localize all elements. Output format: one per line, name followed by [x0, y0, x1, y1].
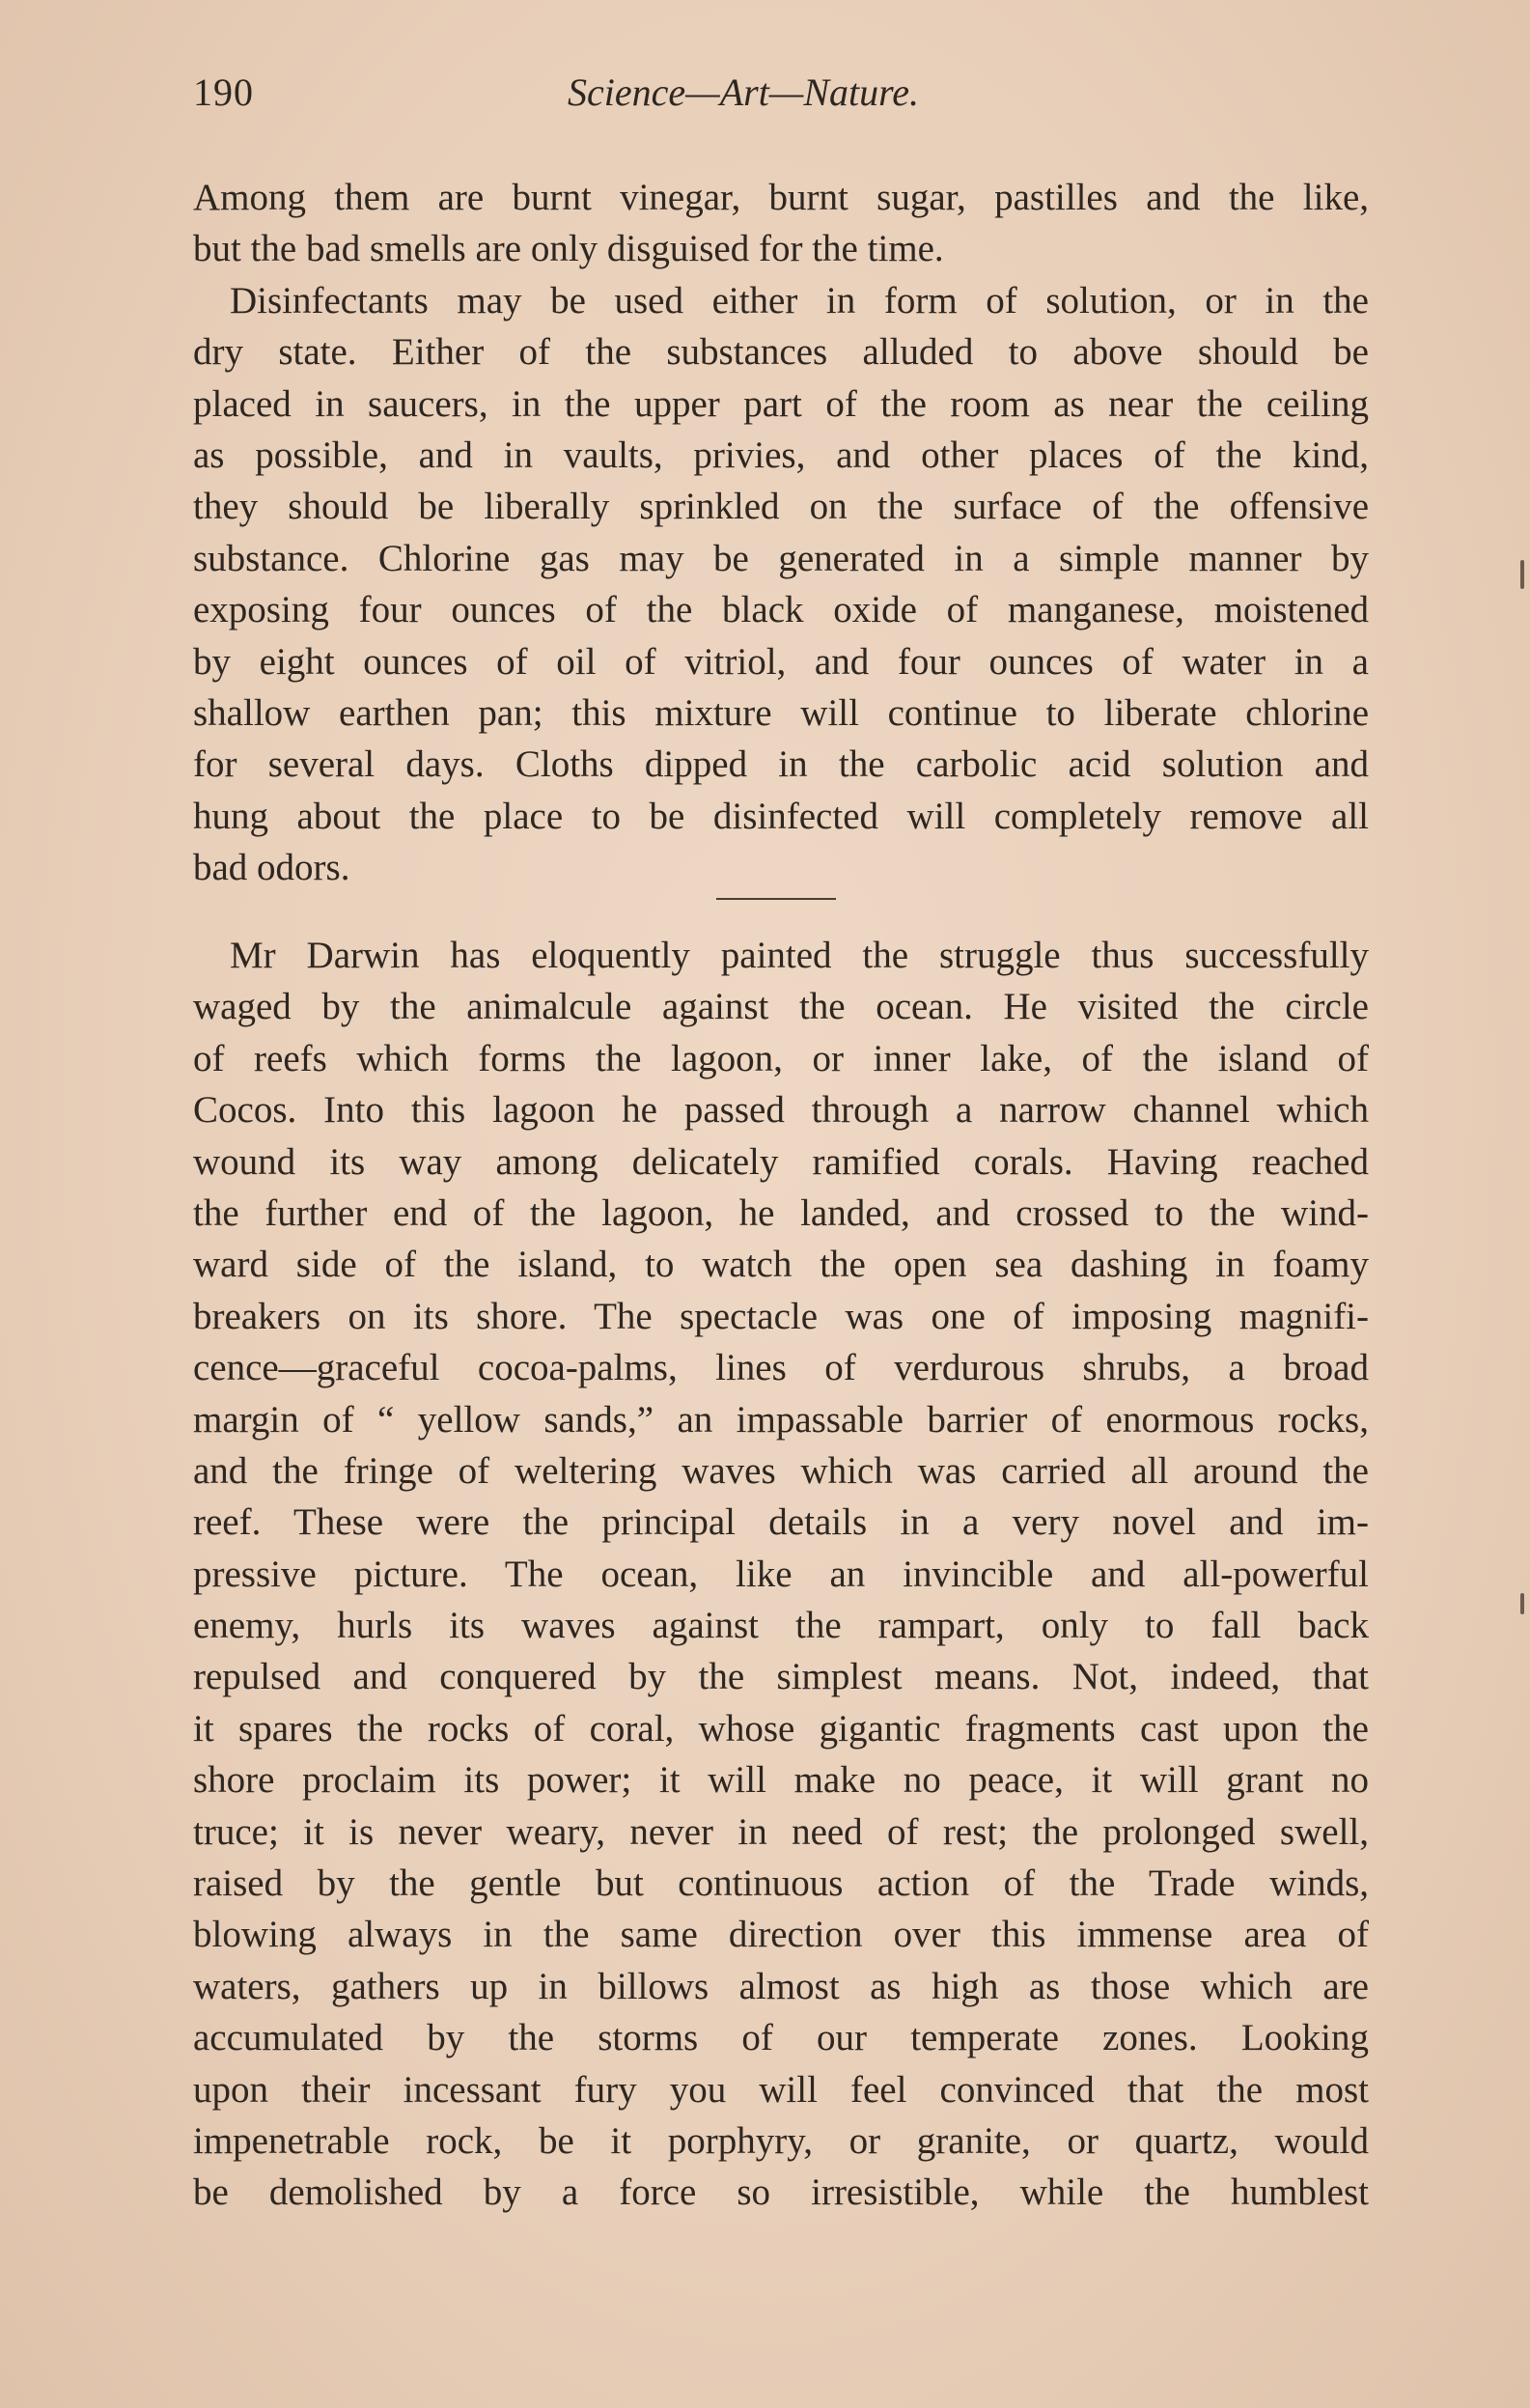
darwin-section	[193, 930, 1369, 2219]
text-line: blowing always in the same direction over this immense area of	[193, 1914, 1369, 1956]
paragraph-1	[193, 172, 1369, 275]
text-line: hung about the place to be disinfected will completely remove all	[193, 795, 1369, 837]
text-line: the further end of the lagoon, he landed, and crossed to the wind-	[193, 1191, 1369, 1234]
text-line: bad odors.	[193, 847, 350, 889]
text-line: it spares the rocks of coral, whose gigantic fragments cast upon the	[193, 1707, 1369, 1750]
text-line: wound its way among delicately ramified corals. Having reached	[193, 1140, 1369, 1183]
paragraph-2	[193, 275, 1369, 894]
page-edge-mark	[1520, 1593, 1524, 1614]
text-line: for several days. Cloths dipped in the carbolic acid solution and	[193, 743, 1369, 786]
page-number: 190	[193, 70, 254, 114]
text-line: breakers on its shore. The spectacle was one of imposing magnifi-	[193, 1295, 1369, 1337]
text-line: reef. These were the principal details in a very novel and im-	[193, 1501, 1369, 1544]
text-line: of reefs which forms the lagoon, or inner lake, of the island of	[193, 1037, 1369, 1079]
text-line: enemy, hurls its waves against the rampart, only to fall back	[193, 1605, 1369, 1647]
text-line: as possible, and in vaults, privies, and other places of the kind,	[193, 434, 1369, 476]
text-line: Disinfectants may be used either in form of solution, or in the	[230, 279, 1369, 322]
text-line: by eight ounces of oil of vitriol, and four ounces of water in a	[193, 640, 1369, 683]
text-line: waters, gathers up in billows almost as high as those which are	[193, 1965, 1369, 2007]
text-line: shallow earthen pan; this mixture will continue to liberate chlorine	[193, 691, 1369, 734]
text-line: be demolished by a force so irresistible, while the humblest	[193, 2171, 1369, 2214]
section-divider	[716, 898, 836, 900]
text-line: margin of “ yellow sands,” an impassable barrier of enormous rocks,	[193, 1398, 1369, 1441]
text-line: shore proclaim its power; it will make no peace, it will grant no	[193, 1759, 1369, 1802]
text-line: but the bad smells are only disguised for the time.	[193, 228, 944, 270]
text-line: and the fringe of weltering waves which was carried all around the	[193, 1449, 1369, 1492]
text-line: waged by the animalcule against the ocean. He visited the circle	[193, 986, 1369, 1028]
page-header	[193, 70, 1366, 127]
text-line: substance. Chlorine gas may be generated in a simple manner by	[193, 537, 1369, 579]
text-line: accumulated by the storms of our temperate zones. Looking	[193, 2017, 1369, 2059]
text-line: pressive picture. The ocean, like an invincible and all-powerful	[193, 1553, 1369, 1595]
text-line: repulsed and conquered by the simplest means. Not, indeed, that	[193, 1656, 1369, 1698]
text-line: dry state. Either of the substances alluded to above should be	[193, 331, 1369, 374]
text-line: upon their incessant fury you will feel convinced that the most	[193, 2068, 1369, 2111]
text-line: impenetrable rock, be it porphyry, or granite, or quartz, would	[193, 2119, 1369, 2162]
text-line: ward side of the island, to watch the open sea dashing in foamy	[193, 1244, 1369, 1286]
text-line: cence—graceful cocoa-palms, lines of verdurous shrubs, a broad	[193, 1347, 1369, 1389]
text-line: Among them are burnt vinegar, burnt sugar, pastilles and the like,	[193, 177, 1369, 218]
page-edge-mark	[1520, 560, 1524, 589]
text-line: Cocos. Into this lagoon he passed through a narrow channel which	[193, 1089, 1369, 1132]
text-line: truce; it is never weary, never in need of rest; the prolonged swell,	[193, 1810, 1369, 1853]
text-line: Mr Darwin has eloquently painted the struggle thus successfully	[230, 935, 1369, 976]
running-head: Science—Art—Nature.	[568, 70, 920, 114]
text-line: raised by the gentle but continuous action of the Trade winds,	[193, 1862, 1369, 1905]
text-line: placed in saucers, in the upper part of the room as near the ceiling	[193, 382, 1369, 425]
text-line: they should be liberally sprinkled on the surface of the offensive	[193, 486, 1369, 528]
paragraph-3	[193, 930, 1369, 2219]
text-line: exposing four ounces of the black oxide of manganese, moistened	[193, 589, 1369, 631]
disinfectants-section	[193, 172, 1369, 893]
